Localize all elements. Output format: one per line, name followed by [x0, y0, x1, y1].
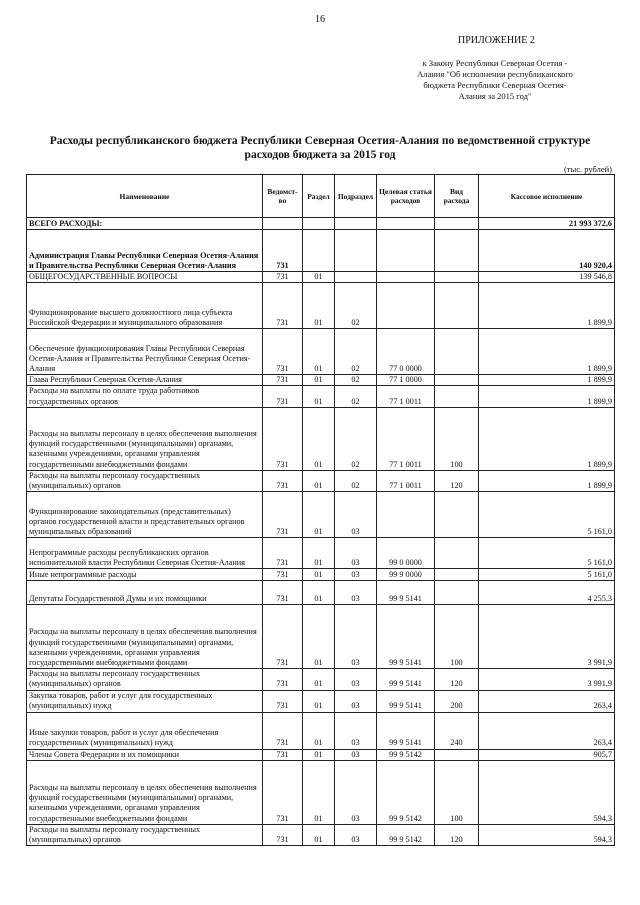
- title-line: Расходы республиканского бюджета Республики Северная Осетия-Алания по ведомственной структуре: [49, 135, 591, 147]
- cell-amount: 5 161,0: [479, 569, 615, 581]
- cell-section: 01: [303, 581, 335, 605]
- cell-kind: [435, 581, 479, 605]
- cell-name: Расходы на выплаты по оплате труда работников государственных органов: [27, 386, 263, 407]
- column-header: Ведомст-во: [263, 175, 303, 218]
- cell-subsection: 03: [335, 824, 377, 845]
- cell-subsection: 03: [335, 760, 377, 824]
- cell-section: 01: [303, 492, 335, 538]
- law-reference-line: к Закону Республики Северная Осетия -: [422, 58, 568, 68]
- cell-dept: 731: [263, 230, 303, 272]
- table-row: [27, 605, 615, 669]
- cell-kind: 100: [435, 760, 479, 824]
- cell-name: Расходы на выплаты персоналу государственных (муниципальных) органов: [27, 470, 263, 491]
- cell-kind: 200: [435, 690, 479, 712]
- cell-name: ВСЕГО РАСХОДЫ:: [27, 218, 263, 230]
- column-header: Наименование: [27, 175, 263, 218]
- table-row: [27, 712, 615, 749]
- cell-target: 99 9 5142: [377, 760, 435, 824]
- table-row: [27, 272, 615, 283]
- cell-kind: 240: [435, 712, 479, 749]
- cell-amount: 263,4: [479, 690, 615, 712]
- cell-kind: [435, 218, 479, 230]
- cell-name: Расходы на выплаты персоналу государственных (муниципальных) органов: [27, 824, 263, 845]
- cell-amount: 3 991,9: [479, 669, 615, 690]
- cell-dept: 731: [263, 605, 303, 669]
- cell-section: 01: [303, 470, 335, 491]
- cell-name: Обеспечение функционирования Главы Республики Северная Осетия-Алания и Правительства Республики Северная Осетия-Алания: [27, 329, 263, 375]
- cell-kind: [435, 272, 479, 283]
- cell-subsection: 03: [335, 690, 377, 712]
- cell-dept: 731: [263, 492, 303, 538]
- cell-target: 99 9 5141: [377, 581, 435, 605]
- cell-section: 01: [303, 605, 335, 669]
- cell-kind: [435, 283, 479, 329]
- cell-section: 01: [303, 669, 335, 690]
- table-row: [27, 407, 615, 470]
- cell-section: 01: [303, 824, 335, 845]
- table-row: [27, 760, 615, 824]
- cell-section: 01: [303, 283, 335, 329]
- cell-section: 01: [303, 329, 335, 375]
- table-row: [27, 386, 615, 407]
- appendix-label: ПРИЛОЖЕНИЕ 2: [458, 35, 535, 46]
- cell-dept: 731: [263, 375, 303, 386]
- cell-amount: 905,7: [479, 749, 615, 760]
- column-header: Кассовое исполнение: [479, 175, 615, 218]
- cell-amount: 594,3: [479, 760, 615, 824]
- cell-kind: 120: [435, 470, 479, 491]
- cell-dept: 731: [263, 329, 303, 375]
- cell-amount: 5 161,0: [479, 492, 615, 538]
- cell-name: Депутаты Государственной Думы и их помощники: [27, 581, 263, 605]
- cell-name: Функционирование высшего должностного лица субъекта Российской Федерации и муниципального образования: [27, 283, 263, 329]
- cell-name: Непрограммные расходы республиканских органов исполнительной власти Республики Северная Осетия-Алания: [27, 538, 263, 569]
- cell-target: 77 1 0000: [377, 375, 435, 386]
- cell-section: 01: [303, 375, 335, 386]
- cell-name: Иные непрограммные расходы: [27, 569, 263, 581]
- cell-section: 01: [303, 407, 335, 470]
- cell-amount: 5 161,0: [479, 538, 615, 569]
- table-row: [27, 329, 615, 375]
- cell-amount: 1 899,9: [479, 329, 615, 375]
- cell-kind: 120: [435, 669, 479, 690]
- cell-subsection: 03: [335, 538, 377, 569]
- cell-subsection: 03: [335, 669, 377, 690]
- table-header-row: [27, 175, 615, 218]
- table-row: [27, 749, 615, 760]
- cell-dept: 731: [263, 824, 303, 845]
- cell-subsection: 03: [335, 749, 377, 760]
- cell-name: Глава Республики Северная Осетия-Алания: [27, 375, 263, 386]
- cell-name: Функционирование законодательных (представительных) органов государственной власти и представительных органов муниципальных образований: [27, 492, 263, 538]
- cell-amount: 3 991,9: [479, 605, 615, 669]
- cell-name: ОБЩЕГОСУДАРСТВЕННЫЕ ВОПРОСЫ: [27, 272, 263, 283]
- cell-dept: 731: [263, 581, 303, 605]
- column-header: Вид расхода: [435, 175, 479, 218]
- cell-amount: 1 899,9: [479, 407, 615, 470]
- cell-target: [377, 272, 435, 283]
- cell-dept: 731: [263, 272, 303, 283]
- column-header: Раздел: [303, 175, 335, 218]
- cell-amount: 594,3: [479, 824, 615, 845]
- cell-name: Расходы на выплаты персоналу в целях обеспечения выполнения функций государственными (муниципальными) органами, казенными учреждениями, органами управления государственными внебюджетными фондами: [27, 407, 263, 470]
- cell-amount: 1 899,9: [479, 386, 615, 407]
- cell-target: 99 9 5141: [377, 669, 435, 690]
- law-reference-line: Алания "Об исполнении республиканского: [417, 69, 573, 79]
- cell-amount: 263,4: [479, 712, 615, 749]
- cell-subsection: 03: [335, 581, 377, 605]
- cell-section: 01: [303, 749, 335, 760]
- cell-name: Расходы на выплаты персоналу в целях обеспечения выполнения функций государственными (муниципальными) органами, казенными учреждениями, органами управления государственными внебюджетными фондами: [27, 760, 263, 824]
- cell-dept: [263, 218, 303, 230]
- page-number: 16: [315, 14, 325, 25]
- cell-subsection: 02: [335, 329, 377, 375]
- cell-amount: 4 255,3: [479, 581, 615, 605]
- cell-section: 01: [303, 712, 335, 749]
- table-row: [27, 375, 615, 386]
- cell-dept: 731: [263, 749, 303, 760]
- cell-kind: [435, 386, 479, 407]
- cell-dept: 731: [263, 407, 303, 470]
- cell-target: 99 9 0000: [377, 569, 435, 581]
- cell-target: 99 9 5141: [377, 690, 435, 712]
- cell-subsection: 02: [335, 470, 377, 491]
- cell-kind: [435, 230, 479, 272]
- cell-subsection: 02: [335, 375, 377, 386]
- cell-target: [377, 218, 435, 230]
- cell-dept: 731: [263, 669, 303, 690]
- table-row: [27, 569, 615, 581]
- cell-target: 99 0 0000: [377, 538, 435, 569]
- cell-kind: [435, 538, 479, 569]
- cell-subsection: 03: [335, 492, 377, 538]
- cell-target: 99 9 5141: [377, 712, 435, 749]
- title-line: расходов бюджета за 2015 год: [244, 149, 396, 161]
- cell-dept: 731: [263, 760, 303, 824]
- cell-dept: 731: [263, 283, 303, 329]
- cell-kind: [435, 375, 479, 386]
- cell-target: 99 9 5142: [377, 824, 435, 845]
- units-label: (тыс. рублей): [563, 164, 612, 174]
- cell-amount: 140 920,4: [479, 230, 615, 272]
- cell-section: [303, 230, 335, 272]
- cell-subsection: 03: [335, 605, 377, 669]
- cell-name: Члены Совета Федерации и их помощники: [27, 749, 263, 760]
- table-row: [27, 538, 615, 569]
- cell-name: Администрация Главы Республики Северная Осетия-Алания и Правительства Республики Северная Осетия-Алания: [27, 230, 263, 272]
- cell-target: 77 1 0011: [377, 407, 435, 470]
- cell-subsection: 02: [335, 283, 377, 329]
- table-row: [27, 669, 615, 690]
- cell-subsection: [335, 272, 377, 283]
- cell-amount: 1 899,9: [479, 375, 615, 386]
- cell-target: [377, 283, 435, 329]
- cell-dept: 731: [263, 690, 303, 712]
- table-row: [27, 283, 615, 329]
- cell-amount: 1 899,9: [479, 470, 615, 491]
- cell-target: 77 0 0000: [377, 329, 435, 375]
- cell-target: [377, 230, 435, 272]
- cell-section: 01: [303, 538, 335, 569]
- cell-dept: 731: [263, 386, 303, 407]
- cell-amount: 21 993 372,6: [479, 218, 615, 230]
- cell-subsection: 02: [335, 407, 377, 470]
- cell-kind: 100: [435, 407, 479, 470]
- cell-subsection: [335, 218, 377, 230]
- cell-section: 01: [303, 690, 335, 712]
- cell-section: 01: [303, 386, 335, 407]
- cell-target: 99 9 5141: [377, 605, 435, 669]
- cell-kind: [435, 569, 479, 581]
- cell-dept: 731: [263, 538, 303, 569]
- cell-name: Иные закупки товаров, работ и услуг для обеспечения государственных (муниципальных) нужд: [27, 712, 263, 749]
- cell-kind: [435, 749, 479, 760]
- cell-name: Расходы на выплаты персоналу в целях обеспечения выполнения функций государственными (муниципальными) органами, казенными учреждениями, органами управления государственными внебюджетными фондами: [27, 605, 263, 669]
- cell-target: [377, 492, 435, 538]
- cell-section: [303, 218, 335, 230]
- cell-target: 99 9 5142: [377, 749, 435, 760]
- cell-kind: 100: [435, 605, 479, 669]
- table-row: [27, 690, 615, 712]
- column-header: Подраздел: [335, 175, 377, 218]
- law-reference: [390, 58, 600, 102]
- table-row: [27, 230, 615, 272]
- cell-amount: 1 899,9: [479, 283, 615, 329]
- cell-subsection: 03: [335, 712, 377, 749]
- cell-kind: [435, 329, 479, 375]
- cell-subsection: 02: [335, 386, 377, 407]
- cell-dept: 731: [263, 712, 303, 749]
- expenditure-table: [26, 174, 615, 846]
- cell-dept: 731: [263, 470, 303, 491]
- cell-section: 01: [303, 272, 335, 283]
- cell-target: 77 1 0011: [377, 386, 435, 407]
- cell-kind: [435, 492, 479, 538]
- table-row: [27, 824, 615, 845]
- table-row: [27, 581, 615, 605]
- cell-section: 01: [303, 760, 335, 824]
- cell-name: Расходы на выплаты персоналу государственных (муниципальных) органов: [27, 669, 263, 690]
- document-title: [20, 134, 620, 162]
- table-row: [27, 218, 615, 230]
- cell-dept: 731: [263, 569, 303, 581]
- table-row: [27, 470, 615, 491]
- cell-subsection: [335, 230, 377, 272]
- cell-subsection: 03: [335, 569, 377, 581]
- cell-name: Закупка товаров, работ и услуг для государственных (муниципальных) нужд: [27, 690, 263, 712]
- column-header: Целевая статья расходов: [377, 175, 435, 218]
- table-row: [27, 492, 615, 538]
- cell-section: 01: [303, 569, 335, 581]
- cell-kind: 120: [435, 824, 479, 845]
- cell-amount: 139 546,8: [479, 272, 615, 283]
- law-reference-line: Алания за 2015 год": [458, 91, 532, 101]
- cell-target: 77 1 0011: [377, 470, 435, 491]
- law-reference-line: бюджета Республики Северная Осетия-: [423, 80, 567, 90]
